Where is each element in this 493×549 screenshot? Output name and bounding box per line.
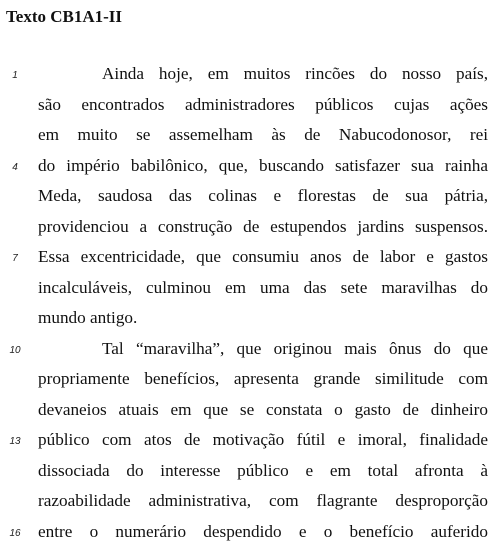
text-line bbox=[0, 397, 493, 428]
text-line bbox=[0, 488, 493, 519]
line-number: 1 bbox=[8, 69, 22, 83]
line-text: em muito se assemelham às de Nabucodonosor, rei bbox=[38, 122, 488, 148]
line-text: Meda, saudosa das colinas e florestas de sua pátria, bbox=[38, 183, 488, 209]
line-number: 16 bbox=[8, 527, 22, 541]
line-text: entre o numerário despendido e o benefício auferido bbox=[38, 519, 488, 545]
line-text: público com atos de motivação fútil e imoral, finalidade bbox=[38, 427, 488, 453]
text-line bbox=[0, 153, 493, 184]
text-line bbox=[0, 122, 493, 153]
text-line bbox=[0, 458, 493, 489]
text-line bbox=[0, 305, 493, 336]
text-line bbox=[0, 366, 493, 397]
text-line bbox=[0, 427, 493, 458]
text-line bbox=[0, 244, 493, 275]
line-text: mundo antigo. bbox=[38, 305, 488, 331]
line-text: devaneios atuais em que se constata o gasto de dinheiro bbox=[38, 397, 488, 423]
line-text: Tal “maravilha”, que originou mais ônus do que bbox=[102, 336, 488, 362]
line-text: propriamente benefícios, apresenta grande similitude com bbox=[38, 366, 488, 392]
text-line bbox=[0, 336, 493, 367]
text-line bbox=[0, 275, 493, 306]
line-text: Ainda hoje, em muitos rincões do nosso país, bbox=[102, 61, 488, 87]
line-text: do império babilônico, que, buscando satisfazer sua rainha bbox=[38, 153, 488, 179]
document-body bbox=[0, 61, 493, 549]
text-line bbox=[0, 92, 493, 123]
text-line bbox=[0, 519, 493, 549]
line-text: dissociada do interesse público e em total afronta à bbox=[38, 458, 488, 484]
text-line bbox=[0, 183, 493, 214]
line-text: incalculáveis, culminou em uma das sete maravilhas do bbox=[38, 275, 488, 301]
line-number: 13 bbox=[8, 435, 22, 449]
line-text: providenciou a construção de estupendos jardins suspensos. bbox=[38, 214, 488, 240]
line-number: 7 bbox=[8, 252, 22, 266]
text-line bbox=[0, 61, 493, 92]
line-number: 4 bbox=[8, 161, 22, 175]
line-number: 10 bbox=[8, 344, 22, 358]
line-text: Essa excentricidade, que consumiu anos de labor e gastos bbox=[38, 244, 488, 270]
line-text: razoabilidade administrativa, com flagrante desproporção bbox=[38, 488, 488, 514]
text-line bbox=[0, 214, 493, 245]
document-title: Texto CB1A1-II bbox=[6, 6, 122, 28]
line-text: são encontrados administradores públicos cujas ações bbox=[38, 92, 488, 118]
